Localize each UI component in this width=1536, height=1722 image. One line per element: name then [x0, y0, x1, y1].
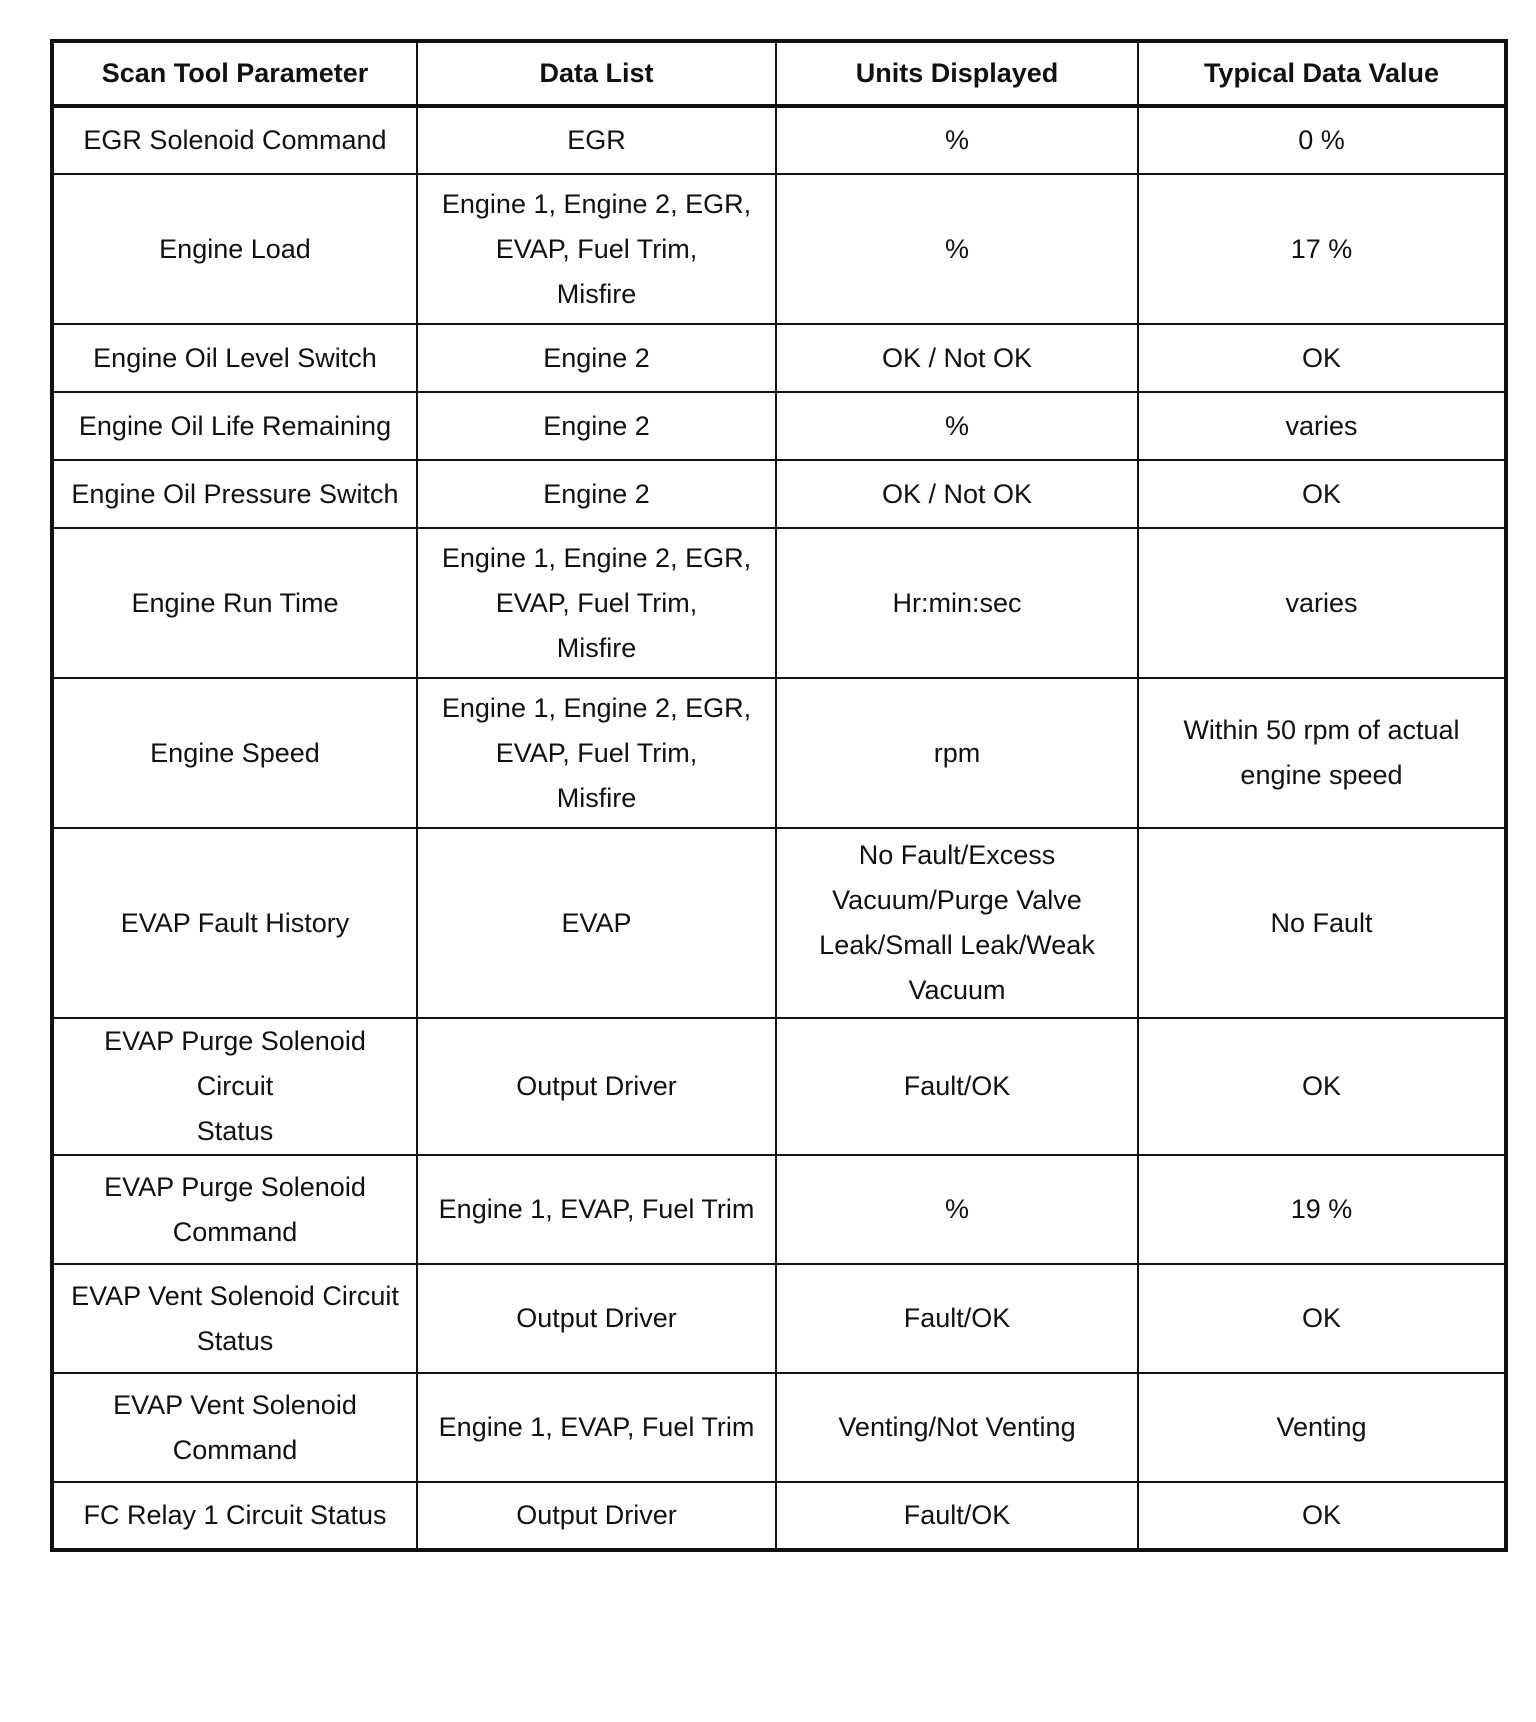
cell-units-displayed [776, 174, 1138, 324]
cell-line: EVAP, Fuel Trim, [495, 233, 698, 264]
cell-line: EVAP Purge Solenoid Circuit [104, 1026, 366, 1101]
table-row [52, 460, 1506, 528]
cell-text [543, 472, 650, 517]
cell-data-list [417, 528, 776, 678]
cell-line: varies [1285, 587, 1358, 618]
cell-units-displayed [776, 1264, 1138, 1373]
cell-line: % [944, 410, 969, 441]
cell-line: Fault/OK [903, 1500, 1011, 1530]
cell-scan-tool-parameter [52, 392, 417, 460]
cell-line: EVAP Vent Solenoid [113, 1389, 357, 1420]
cell-text [1302, 1064, 1341, 1109]
cell-line: engine speed [1240, 760, 1403, 790]
cell-typical-data-value [1138, 1264, 1506, 1373]
cell-text [71, 472, 398, 517]
cell-scan-tool-parameter [52, 528, 417, 678]
cell-units-displayed [776, 324, 1138, 392]
cell-text [439, 1187, 755, 1232]
cell-units-displayed [776, 678, 1138, 828]
cell-text [1285, 581, 1357, 626]
cell-text [543, 336, 650, 381]
header-row [52, 41, 1506, 106]
cell-data-list [417, 828, 776, 1018]
cell-text [892, 581, 1021, 626]
cell-scan-tool-parameter [52, 174, 417, 324]
cell-line: Hr:min:sec [892, 587, 1022, 618]
cell-data-list [417, 1373, 776, 1482]
cell-line: rpm [933, 737, 981, 768]
cell-typical-data-value [1138, 1482, 1506, 1550]
cell-line: Engine 2 [543, 342, 650, 373]
cell-line: Engine Run Time [131, 587, 339, 618]
cell-line: Fault/OK [903, 1303, 1011, 1333]
cell-text [83, 118, 386, 163]
header-typical-data-value: Typical Data Value [1138, 41, 1506, 106]
cell-text [159, 227, 311, 272]
table-row [52, 1018, 1506, 1155]
table-body [52, 106, 1506, 1550]
cell-line: Venting [1276, 1412, 1367, 1442]
cell-line: Within 50 rpm of actual [1183, 715, 1460, 745]
cell-line: % [944, 1194, 969, 1224]
cell-typical-data-value [1138, 1373, 1506, 1482]
cell-text [934, 731, 981, 776]
cell-text [945, 118, 969, 163]
cell-line: OK [1301, 1303, 1341, 1333]
cell-text [1276, 1405, 1366, 1450]
cell-line: Vacuum/Purge Valve [832, 885, 1082, 915]
cell-text [439, 1405, 755, 1450]
cell-line: % [944, 233, 969, 264]
cell-units-displayed [776, 528, 1138, 678]
cell-line: EGR [567, 125, 626, 155]
cell-line: Engine 2 [543, 478, 650, 509]
cell-line: FC Relay 1 Circuit Status [83, 1500, 387, 1530]
cell-data-list [417, 678, 776, 828]
cell-line: EGR Solenoid Command [83, 125, 387, 155]
cell-line: varies [1285, 410, 1358, 441]
table-row [52, 392, 1506, 460]
cell-line: Engine 1, EVAP, Fuel Trim [438, 1194, 755, 1224]
cell-scan-tool-parameter [52, 460, 417, 528]
cell-typical-data-value [1138, 528, 1506, 678]
cell-line: Vacuum [908, 975, 1006, 1005]
cell-typical-data-value [1138, 174, 1506, 324]
cell-text [543, 404, 650, 449]
cell-data-list [417, 324, 776, 392]
cell-text [1298, 118, 1345, 163]
cell-text [838, 1405, 1075, 1450]
cell-line: Engine 1, EVAP, Fuel Trim [438, 1412, 755, 1442]
cell-text [79, 404, 391, 449]
cell-text [1183, 708, 1459, 798]
cell-data-list [417, 106, 776, 174]
cell-scan-tool-parameter [52, 1155, 417, 1264]
cell-line: EVAP [561, 907, 632, 938]
cell-scan-tool-parameter [52, 1482, 417, 1550]
cell-text [442, 686, 751, 821]
cell-text [567, 118, 626, 163]
cell-line: Engine 2 [543, 410, 650, 441]
cell-line: Output Driver [516, 1071, 677, 1101]
cell-data-list [417, 460, 776, 528]
cell-typical-data-value [1138, 392, 1506, 460]
cell-text [442, 536, 751, 671]
table-row [52, 1373, 1506, 1482]
cell-scan-tool-parameter [52, 324, 417, 392]
cell-text [904, 1064, 1011, 1109]
table-row [52, 678, 1506, 828]
cell-scan-tool-parameter [52, 828, 417, 1018]
cell-units-displayed [776, 106, 1138, 174]
cell-line: Engine Oil Level Switch [93, 342, 377, 373]
cell-text [1302, 472, 1341, 517]
cell-text [150, 731, 320, 776]
header-units-displayed: Units Displayed [776, 41, 1138, 106]
cell-text [1270, 901, 1372, 946]
cell-units-displayed [776, 1155, 1138, 1264]
cell-data-list [417, 1264, 776, 1373]
cell-line: Leak/Small Leak/Weak [819, 930, 1095, 960]
cell-scan-tool-parameter [52, 1264, 417, 1373]
cell-line: Engine Load [159, 233, 311, 264]
cell-line: Engine 1, Engine 2, EGR, [441, 542, 752, 573]
cell-line: 19 % [1290, 1194, 1353, 1224]
cell-typical-data-value [1138, 106, 1506, 174]
cell-line: 17 % [1290, 233, 1353, 264]
cell-text [561, 901, 631, 946]
cell-scan-tool-parameter [52, 678, 417, 828]
cell-text [1291, 1187, 1353, 1232]
cell-line: Engine 1, Engine 2, EGR, [441, 188, 752, 219]
table-row [52, 828, 1506, 1018]
cell-units-displayed [776, 1482, 1138, 1550]
cell-text [64, 1019, 406, 1154]
cell-text [516, 1296, 677, 1341]
cell-line: Status [196, 1325, 274, 1356]
cell-typical-data-value [1138, 1155, 1506, 1264]
cell-units-displayed [776, 392, 1138, 460]
cell-line: Engine Oil Life Remaining [78, 410, 392, 441]
cell-line: EVAP, Fuel Trim, [495, 587, 698, 618]
cell-line: Venting/Not Venting [838, 1412, 1076, 1442]
cell-line: Misfire [556, 782, 637, 813]
cell-scan-tool-parameter [52, 1018, 417, 1155]
cell-line: Output Driver [516, 1500, 677, 1530]
cell-line: Command [172, 1434, 298, 1465]
cell-text [83, 1493, 386, 1538]
scan-tool-data-table [50, 39, 1508, 1552]
cell-text [819, 833, 1095, 1013]
table-row [52, 1155, 1506, 1264]
cell-text [1302, 1296, 1341, 1341]
cell-text [1302, 336, 1341, 381]
cell-units-displayed [776, 460, 1138, 528]
cell-text [904, 1493, 1011, 1538]
cell-units-displayed [776, 828, 1138, 1018]
cell-text [516, 1493, 677, 1538]
cell-text [945, 227, 969, 272]
cell-text [121, 901, 350, 946]
cell-text [945, 404, 969, 449]
cell-text [442, 182, 751, 317]
cell-typical-data-value [1138, 460, 1506, 528]
header-data-list: Data List [417, 41, 776, 106]
table-row [52, 174, 1506, 324]
cell-text [904, 1296, 1011, 1341]
table-row [52, 1482, 1506, 1550]
cell-line: OK [1301, 1500, 1341, 1530]
cell-typical-data-value [1138, 324, 1506, 392]
cell-line: No Fault [1270, 907, 1373, 938]
cell-text [882, 472, 1032, 517]
cell-data-list [417, 1482, 776, 1550]
cell-text [516, 1064, 677, 1109]
cell-line: EVAP Vent Solenoid Circuit [71, 1280, 399, 1311]
cell-data-list [417, 174, 776, 324]
cell-text [1285, 404, 1357, 449]
cell-line: Fault/OK [903, 1071, 1011, 1101]
cell-line: % [944, 125, 969, 155]
cell-typical-data-value [1138, 678, 1506, 828]
cell-line: Engine Speed [150, 737, 320, 768]
cell-line: Status [196, 1116, 274, 1146]
cell-data-list [417, 392, 776, 460]
table-row [52, 106, 1506, 174]
cell-line: Misfire [556, 278, 637, 309]
document-page [50, 39, 1504, 1552]
cell-line: Engine 1, Engine 2, EGR, [441, 692, 752, 723]
cell-text [1291, 227, 1353, 272]
cell-line: 0 % [1298, 125, 1345, 155]
cell-text [882, 336, 1032, 381]
cell-text [113, 1383, 357, 1473]
cell-line: Misfire [556, 632, 637, 663]
cell-text [104, 1165, 366, 1255]
cell-line: Engine Oil Pressure Switch [71, 478, 399, 509]
cell-line: Command [172, 1216, 298, 1247]
cell-line: EVAP Purge Solenoid [104, 1171, 366, 1202]
cell-typical-data-value [1138, 1018, 1506, 1155]
cell-units-displayed [776, 1018, 1138, 1155]
table-row [52, 324, 1506, 392]
cell-line: OK [1301, 478, 1341, 509]
cell-units-displayed [776, 1373, 1138, 1482]
table-row [52, 1264, 1506, 1373]
cell-line: OK [1301, 1071, 1341, 1101]
cell-line: No Fault/Excess [858, 840, 1056, 870]
cell-text [93, 336, 377, 381]
cell-line: OK / Not OK [881, 478, 1033, 509]
cell-line: EVAP Fault History [120, 907, 350, 938]
cell-text [71, 1274, 399, 1364]
cell-text [945, 1187, 969, 1232]
cell-typical-data-value [1138, 828, 1506, 1018]
cell-scan-tool-parameter [52, 1373, 417, 1482]
cell-scan-tool-parameter [52, 106, 417, 174]
cell-text [131, 581, 338, 626]
cell-line: Output Driver [516, 1303, 677, 1333]
cell-text [1302, 1493, 1341, 1538]
cell-line: EVAP, Fuel Trim, [495, 737, 698, 768]
cell-data-list [417, 1018, 776, 1155]
cell-data-list [417, 1155, 776, 1264]
header-scan-tool-parameter: Scan Tool Parameter [52, 41, 417, 106]
table-row [52, 528, 1506, 678]
cell-line: OK / Not OK [881, 342, 1033, 373]
cell-line: OK [1301, 342, 1341, 373]
